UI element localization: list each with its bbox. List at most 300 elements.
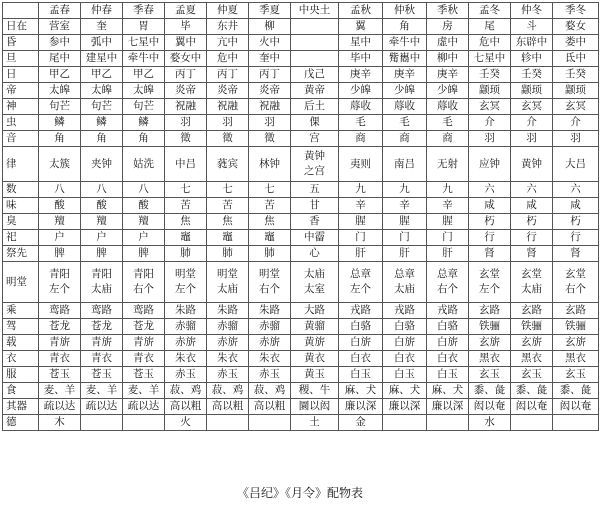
table-cell: 肺 (249, 246, 291, 262)
table-cell: 尾 (469, 19, 511, 35)
table-cell: 羽 (469, 131, 511, 147)
table-cell: 中霤 (291, 230, 339, 246)
table-cell: 危中 (207, 51, 249, 67)
table-cell: 蓐收 (383, 99, 427, 115)
table-cell: 介 (469, 115, 511, 131)
cell-line: 无射 (437, 157, 458, 170)
table-cell: 颛顼 (469, 83, 511, 99)
row-header-cell: 虫 (3, 115, 39, 131)
table-cell: 咸 (511, 198, 553, 214)
table-cell: 黍、彘 (511, 383, 553, 399)
table-cell: 七星中 (469, 51, 511, 67)
cell-line: 右个 (437, 283, 458, 295)
table-cell (291, 262, 339, 303)
table-cell: 白衣 (427, 351, 469, 367)
table-row (3, 303, 599, 319)
table-cell: 门 (383, 230, 427, 246)
table-cell: 朱衣 (249, 351, 291, 367)
table-row (3, 35, 599, 51)
table-cell: 肝 (383, 246, 427, 262)
table-cell: 赤玉 (249, 367, 291, 383)
table-cell: 徵 (249, 131, 291, 147)
row-header-cell: 臭 (3, 214, 39, 230)
table-cell: 铁骊 (469, 319, 511, 335)
table-cell: 鸾路 (123, 303, 165, 319)
table-cell: 门 (339, 230, 383, 246)
table-cell (165, 262, 207, 303)
cell-line: 太庙 (217, 283, 238, 295)
table-cell: 庚辛 (427, 67, 469, 83)
table-cell (123, 415, 165, 431)
table-cell (249, 262, 291, 303)
table-cell: 毛 (383, 115, 427, 131)
table-cell: 心 (291, 246, 339, 262)
table-cell: 参中 (39, 35, 81, 51)
table-cell: 六 (469, 182, 511, 198)
cell-line: 太室 (304, 283, 325, 295)
table-cell: 麻、犬 (427, 383, 469, 399)
table-cell: 祝融 (249, 99, 291, 115)
row-header-cell: 德 (3, 415, 39, 431)
table-cell: 青旂 (123, 335, 165, 351)
table-cell: 颛顼 (511, 83, 553, 99)
table-row (3, 399, 599, 415)
table-cell (511, 262, 553, 303)
cell-line: 夷则 (350, 157, 371, 170)
table-cell: 焦 (165, 214, 207, 230)
table-cell (249, 415, 291, 431)
table-cell: 黄衣 (291, 351, 339, 367)
column-header: 仲春 (81, 3, 123, 19)
table-cell: 丙丁 (249, 67, 291, 83)
table-cell: 玄冥 (553, 99, 599, 115)
table-cell: 朽 (553, 214, 599, 230)
row-header-cell: 旦 (3, 51, 39, 67)
table-cell: 赤骝 (207, 319, 249, 335)
table-cell: 焦 (207, 214, 249, 230)
table-cell: 麻、犬 (339, 383, 383, 399)
table-cell (383, 415, 427, 431)
table-cell: 娄中 (553, 35, 599, 51)
table-cell: 太皞 (39, 83, 81, 99)
table-cell: 炎帝 (249, 83, 291, 99)
table-cell: 轸中 (511, 51, 553, 67)
table-cell: 赤骝 (165, 319, 207, 335)
table-cell (427, 147, 469, 182)
table-cell: 鸾路 (39, 303, 81, 319)
table-cell: 少皞 (339, 83, 383, 99)
table-cell: 太皞 (81, 83, 123, 99)
table-cell: 朱路 (207, 303, 249, 319)
table-cell: 木 (39, 415, 81, 431)
row-header-cell: 载 (3, 335, 39, 351)
table-cell: 白骆 (339, 319, 383, 335)
table-cell: 麻、犬 (383, 383, 427, 399)
table-cell: 酸 (39, 198, 81, 214)
table-cell: 白玉 (383, 367, 427, 383)
table-row (3, 51, 599, 67)
table-cell: 酸 (123, 198, 165, 214)
table-cell: 白玉 (339, 367, 383, 383)
table-cell: 土 (291, 415, 339, 431)
table-cell: 朱路 (165, 303, 207, 319)
column-header: 仲冬 (511, 3, 553, 19)
table-cell: 七 (165, 182, 207, 198)
table-cell: 星中 (339, 35, 383, 51)
table-cell (553, 415, 599, 431)
column-header: 季冬 (553, 3, 599, 19)
table-row (3, 198, 599, 214)
table-row (3, 182, 599, 198)
table-cell: 青衣 (81, 351, 123, 367)
cell-line: 青阳 (49, 268, 70, 280)
row-header-cell: 其器 (3, 399, 39, 415)
table-cell (339, 147, 383, 182)
table-cell: 苍玉 (123, 367, 165, 383)
table-cell: 少皞 (383, 83, 427, 99)
cell-line: 玄堂 (479, 268, 500, 280)
table-cell: 稷、牛 (291, 383, 339, 399)
table-cell: 黑衣 (511, 351, 553, 367)
table-cell: 八 (39, 182, 81, 198)
table-cell: 香 (291, 214, 339, 230)
table-cell: 脾 (39, 246, 81, 262)
cell-line: 右个 (259, 283, 280, 295)
table-cell: 九 (339, 182, 383, 198)
cell-line: 夹钟 (91, 157, 112, 170)
row-header-cell: 驾 (3, 319, 39, 335)
table-cell: 毛 (427, 115, 469, 131)
table-cell: 戎路 (339, 303, 383, 319)
table-cell: 庚辛 (383, 67, 427, 83)
table-cell: 火中 (249, 35, 291, 51)
table-cell: 黄帝 (291, 83, 339, 99)
table-cell: 柳中 (427, 51, 469, 67)
table-cell: 黑衣 (469, 351, 511, 367)
cell-line: 左个 (49, 283, 70, 295)
cell-line: 总章 (394, 268, 415, 280)
table-cell: 弧中 (81, 35, 123, 51)
table-cell: 七 (249, 182, 291, 198)
cell-line: 之宫 (304, 165, 325, 177)
table-cell: 九 (427, 182, 469, 198)
table-cell: 疏以达 (81, 399, 123, 415)
table-row (3, 214, 599, 230)
table-row (3, 115, 599, 131)
table-cell (339, 262, 383, 303)
table-cell: 行 (511, 230, 553, 246)
table-cell: 东辟中 (511, 35, 553, 51)
table-cell: 介 (511, 115, 553, 131)
table-cell: 斗 (511, 19, 553, 35)
table-cell: 祝融 (165, 99, 207, 115)
table-cell: 白旂 (427, 335, 469, 351)
table-cell: 后土 (291, 99, 339, 115)
table-cell: 尾中 (39, 51, 81, 67)
cell-line: 左个 (350, 283, 371, 295)
cell-line: 蕤宾 (217, 157, 238, 170)
table-cell: 肝 (427, 246, 469, 262)
table-cell: 戎路 (427, 303, 469, 319)
table-cell: 房 (427, 19, 469, 35)
table-cell: 咸 (469, 198, 511, 214)
table-cell: 七星中 (123, 35, 165, 51)
table-cell: 门 (427, 230, 469, 246)
table-cell (81, 147, 123, 182)
table-cell: 鳞 (123, 115, 165, 131)
table-cell: 苍玉 (39, 367, 81, 383)
column-header: 仲夏 (207, 3, 249, 19)
table-cell: 倮 (291, 115, 339, 131)
table-cell: 肝 (339, 246, 383, 262)
table-cell: 白旂 (383, 335, 427, 351)
table-cell: 焦 (249, 214, 291, 230)
table-cell (291, 19, 339, 35)
table-caption: 《吕纪》《月令》配物表 (236, 486, 363, 500)
row-header-cell: 数 (3, 182, 39, 198)
table-cell: 赤玉 (207, 367, 249, 383)
row-header-cell: 明堂 (3, 262, 39, 303)
column-header (3, 3, 39, 19)
cell-line: 太庙 (394, 283, 415, 295)
table-cell: 户 (39, 230, 81, 246)
table-cell: 太皞 (123, 83, 165, 99)
cell-line: 总章 (350, 268, 371, 280)
row-header-cell: 律 (3, 147, 39, 182)
table-cell: 麦、羊 (123, 383, 165, 399)
table-cell: 火 (165, 415, 207, 431)
table-cell: 金 (339, 415, 383, 431)
table-cell: 壬癸 (511, 67, 553, 83)
table-cell: 牵牛中 (383, 35, 427, 51)
table-cell: 羶 (123, 214, 165, 230)
table-cell: 祝融 (207, 99, 249, 115)
table-cell: 白旂 (339, 335, 383, 351)
cell-line: 左个 (175, 283, 196, 295)
table-cell: 铁骊 (553, 319, 599, 335)
table-cell: 苍玉 (81, 367, 123, 383)
table-row (3, 99, 599, 115)
table-cell: 玄旂 (469, 335, 511, 351)
row-header-cell: 服 (3, 367, 39, 383)
table-cell: 赤骝 (249, 319, 291, 335)
table-row (3, 383, 599, 399)
table-cell: 咸 (553, 198, 599, 214)
table-cell: 句芒 (81, 99, 123, 115)
cell-line: 黄钟 (521, 157, 542, 170)
table-cell: 角 (383, 19, 427, 35)
table-cell (511, 415, 553, 431)
table-cell (123, 262, 165, 303)
table-cell: 辛 (383, 198, 427, 214)
table-cell: 苍龙 (123, 319, 165, 335)
table-cell: 朽 (511, 214, 553, 230)
table-cell: 庚辛 (339, 67, 383, 83)
table-cell: 青旂 (39, 335, 81, 351)
table-cell: 翼中 (165, 35, 207, 51)
table-cell: 少皞 (427, 83, 469, 99)
row-header-cell: 日在 (3, 19, 39, 35)
table-row (3, 83, 599, 99)
table-cell (81, 415, 123, 431)
cell-line: 太庙 (91, 283, 112, 295)
table-cell (207, 147, 249, 182)
correspondence-table (2, 2, 599, 431)
table-cell: 蓐收 (427, 99, 469, 115)
table-cell: 毕中 (339, 51, 383, 67)
table-cell (511, 147, 553, 182)
cell-line: 明堂 (175, 268, 196, 280)
column-header: 季春 (123, 3, 165, 19)
table-cell: 青旂 (81, 335, 123, 351)
table-cell: 营室 (39, 19, 81, 35)
table-cell (469, 262, 511, 303)
row-header-cell: 食 (3, 383, 39, 399)
table-cell: 行 (469, 230, 511, 246)
table-cell: 甲乙 (39, 67, 81, 83)
table-cell (207, 415, 249, 431)
table-cell: 角 (81, 131, 123, 147)
table-cell: 大路 (291, 303, 339, 319)
table-cell: 麦、羊 (81, 383, 123, 399)
table-cell: 羽 (165, 115, 207, 131)
column-header: 仲秋 (383, 3, 427, 19)
table-cell: 菽、鸡 (207, 383, 249, 399)
table-cell: 水 (469, 415, 511, 431)
table-cell: 丙丁 (165, 67, 207, 83)
table-cell: 苦 (249, 198, 291, 214)
table-cell: 危中 (469, 35, 511, 51)
table-cell (39, 147, 81, 182)
table-cell: 黍、彘 (553, 383, 599, 399)
row-header-cell: 帝 (3, 83, 39, 99)
table-cell: 玄路 (469, 303, 511, 319)
row-header-cell: 味 (3, 198, 39, 214)
table-cell: 玄玉 (553, 367, 599, 383)
cell-line: 大吕 (565, 157, 586, 170)
table-cell: 肾 (511, 246, 553, 262)
column-header: 季秋 (427, 3, 469, 19)
cell-line: 太庙 (304, 268, 325, 280)
table-cell: 八 (81, 182, 123, 198)
table-cell: 疏以达 (123, 399, 165, 415)
table-cell: 玄路 (553, 303, 599, 319)
table-cell: 玄旂 (553, 335, 599, 351)
table-cell: 六 (553, 182, 599, 198)
table-cell: 苦 (207, 198, 249, 214)
table-cell: 肾 (553, 246, 599, 262)
table-cell: 玄路 (511, 303, 553, 319)
table-cell: 闳以奄 (511, 399, 553, 415)
table-cell: 玄冥 (511, 99, 553, 115)
header-row (3, 3, 599, 19)
table-cell: 羶 (39, 214, 81, 230)
table-cell: 炎帝 (165, 83, 207, 99)
table-cell: 白骆 (427, 319, 469, 335)
table-cell (291, 147, 339, 182)
table-cell: 高以粗 (165, 399, 207, 415)
table-cell: 腥 (339, 214, 383, 230)
table-cell: 白骆 (383, 319, 427, 335)
cell-line: 总章 (437, 268, 458, 280)
column-header: 孟秋 (339, 3, 383, 19)
table-cell: 廉以深 (427, 399, 469, 415)
table-cell: 黍、彘 (469, 383, 511, 399)
table-row (3, 67, 599, 83)
table-row (3, 230, 599, 246)
table-cell: 脾 (123, 246, 165, 262)
table-cell: 菽、鸡 (165, 383, 207, 399)
table-cell: 羶 (81, 214, 123, 230)
table-cell: 白衣 (339, 351, 383, 367)
table-cell: 腥 (383, 214, 427, 230)
table-cell: 肺 (207, 246, 249, 262)
table-cell: 赤旂 (165, 335, 207, 351)
cell-line: 姑洗 (133, 157, 154, 170)
row-header-cell: 日 (3, 67, 39, 83)
table-cell: 七 (207, 182, 249, 198)
table-cell: 青衣 (39, 351, 81, 367)
table-cell: 蓐收 (339, 99, 383, 115)
table-cell (427, 415, 469, 431)
table-cell: 酸 (81, 198, 123, 214)
table-cell: 黄玉 (291, 367, 339, 383)
table-row (3, 147, 599, 182)
table-row (3, 131, 599, 147)
table-cell: 黑衣 (553, 351, 599, 367)
table-cell: 六 (511, 182, 553, 198)
table-cell: 户 (81, 230, 123, 246)
table-cell: 脾 (81, 246, 123, 262)
table-cell: 朱衣 (165, 351, 207, 367)
row-header-cell: 昏 (3, 35, 39, 51)
table-cell: 羽 (553, 131, 599, 147)
column-header: 中央土 (291, 3, 339, 19)
table-cell: 八 (123, 182, 165, 198)
table-cell: 苍龙 (81, 319, 123, 335)
table-row (3, 262, 599, 303)
cell-line: 林钟 (259, 157, 280, 170)
table-cell (383, 147, 427, 182)
table-cell: 黄骝 (291, 319, 339, 335)
table-cell: 商 (383, 131, 427, 147)
cell-line: 明堂 (259, 268, 280, 280)
table-cell: 闳以奄 (469, 399, 511, 415)
cell-line: 太簇 (49, 157, 70, 170)
table-cell: 铁骊 (511, 319, 553, 335)
cell-line: 太庙 (521, 283, 542, 295)
table-cell: 觜巂中 (383, 51, 427, 67)
table-cell: 赤旂 (249, 335, 291, 351)
table-cell: 毕 (165, 19, 207, 35)
table-cell (39, 262, 81, 303)
table-cell: 玄玉 (511, 367, 553, 383)
table-cell: 婺女 (553, 19, 599, 35)
table-cell: 颛顼 (553, 83, 599, 99)
table-cell: 腥 (427, 214, 469, 230)
table-cell (553, 262, 599, 303)
table-cell: 廉以深 (339, 399, 383, 415)
cell-line: 青阳 (91, 268, 112, 280)
row-header-cell: 音 (3, 131, 39, 147)
table-cell: 奎 (81, 19, 123, 35)
table-cell: 甲乙 (123, 67, 165, 83)
table-cell: 东井 (207, 19, 249, 35)
row-header-cell: 神 (3, 99, 39, 115)
table-cell: 亢中 (207, 35, 249, 51)
table-cell: 翼 (339, 19, 383, 35)
table-cell: 宫 (291, 131, 339, 147)
